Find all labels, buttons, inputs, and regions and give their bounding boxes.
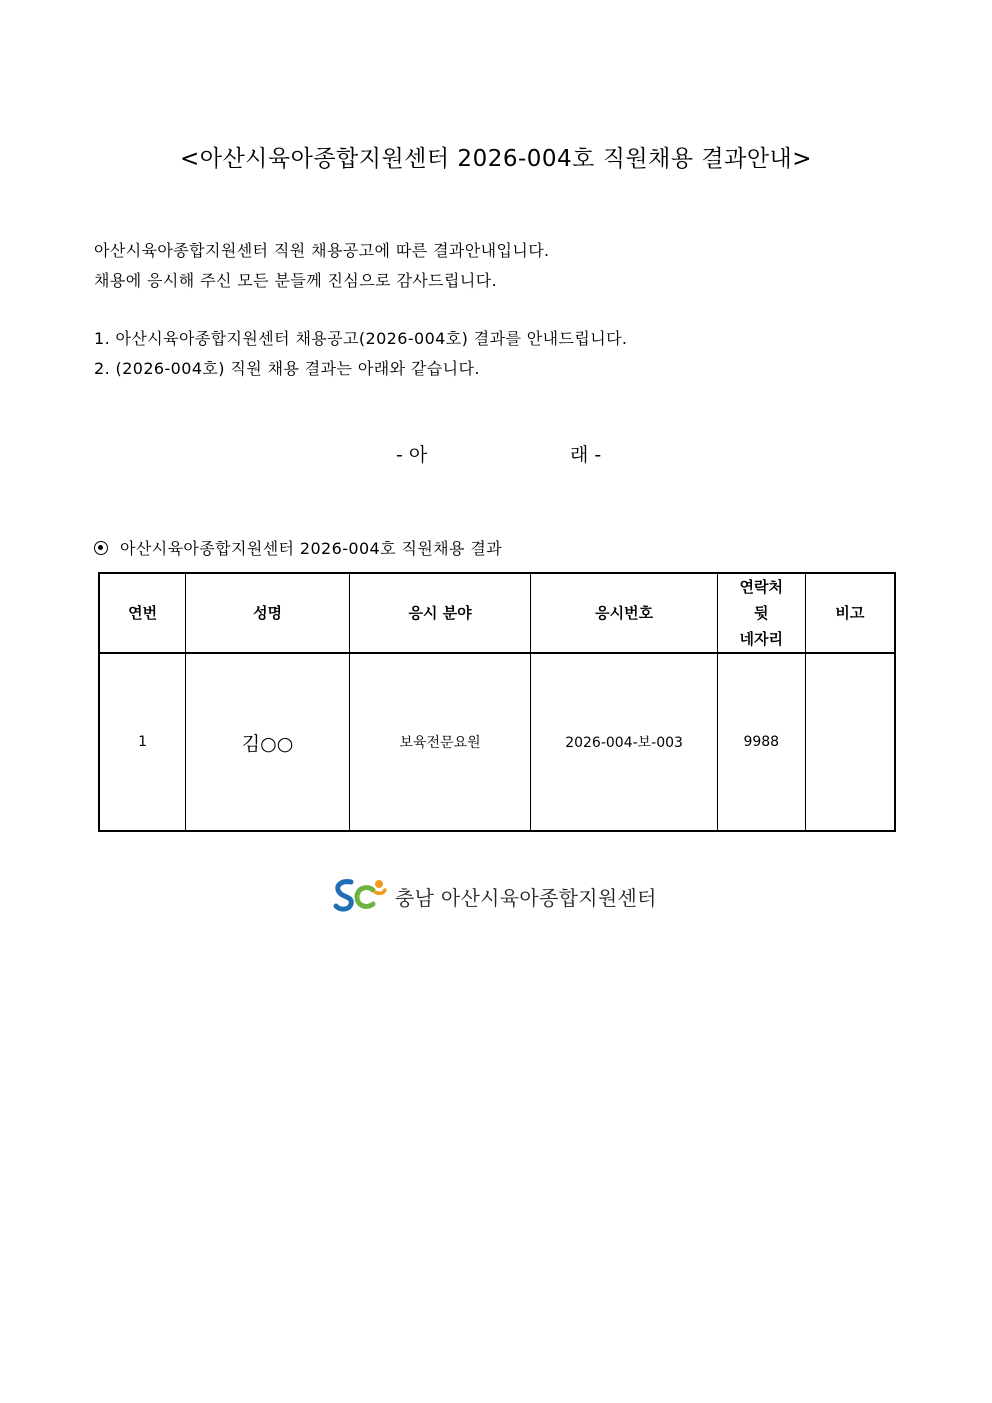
section-title: 아산시육아종합지원센터 2026-004호 직원채용 결과 xyxy=(120,539,503,558)
header-name: 성명 xyxy=(186,573,350,653)
header-no: 연번 xyxy=(99,573,186,653)
target-bullet-icon xyxy=(94,541,108,555)
header-exam-no: 응시번호 xyxy=(531,573,718,653)
document-title: <아산시육아종합지원센터 2026-004호 직원채용 결과안내> xyxy=(179,146,813,172)
intro-line-1: 아산시육아종합지원센터 직원 채용공고에 따른 결과안내입니다. xyxy=(94,241,550,260)
logo-text: 충남 아산시육아종합지원센터 xyxy=(395,885,657,910)
result-table xyxy=(98,572,896,832)
intro-line-2: 채용에 응시해 주신 모든 분들께 진심으로 감사드립니다. xyxy=(94,271,498,290)
cell-note xyxy=(805,653,895,831)
ara-right: 래 - xyxy=(570,444,602,466)
cell-field: 보육전문요원 xyxy=(349,653,530,831)
header-contact xyxy=(717,573,805,653)
section-heading xyxy=(94,536,502,559)
cell-contact: 9988 xyxy=(717,653,805,831)
cell-exam-no: 2026-004-보-003 xyxy=(531,653,718,831)
header-contact-line-3: 네자리 xyxy=(739,630,784,648)
table-header-row xyxy=(99,573,895,653)
cell-no: 1 xyxy=(99,653,186,831)
table-row xyxy=(99,653,895,831)
ara-heading xyxy=(396,440,616,468)
header-contact-line-2: 뒷 xyxy=(754,604,769,622)
header-contact-line-1: 연락처 xyxy=(739,578,784,596)
notice-item-2: 2. (2026-004호) 직원 채용 결과는 아래와 같습니다. xyxy=(94,359,480,378)
notice-item-1: 1. 아산시육아종합지원센터 채용공고(2026-004호) 결과를 안내드립니다. xyxy=(94,329,628,348)
header-field: 응시 분야 xyxy=(349,573,530,653)
ara-left: - 아 xyxy=(396,444,428,466)
footer-logo xyxy=(333,876,657,916)
cell-name: 김○○ xyxy=(186,653,350,831)
header-note: 비고 xyxy=(805,573,895,653)
center-logo-icon xyxy=(333,876,387,916)
